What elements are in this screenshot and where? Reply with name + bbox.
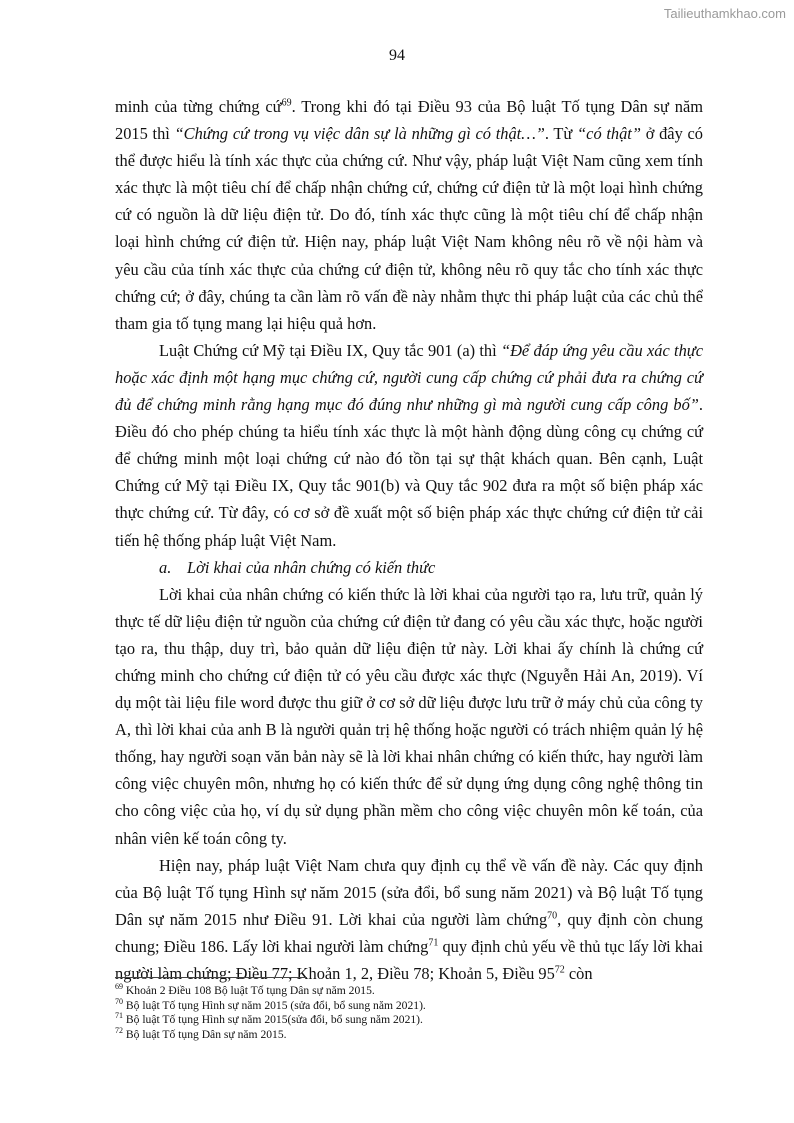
- heading-letter: a.: [159, 557, 172, 577]
- text-run: . Trong khi đó tại Điều 93 của Bộ luật Tố tụng Dân sự năm 2015 thì: [115, 97, 703, 144]
- text-run: ở đây có thể được hiểu là tính xác thực của chứng cứ. Như vậy, pháp luật Việt Nam cũng xem tính xác thực là một tiêu chí để chấp nhận chứng cứ, chứng cứ điện tử là một loại hình chứng cứ có nguồn là dữ liệu điện tử. Do đó, tính xác thực cũng là một tiêu chí để chấp nhận loại hình chứng cứ điện tử. Hiện nay, pháp luật Việt Nam không nêu rõ về nội hàm và yêu cầu của tính xác thực của chứng cứ điện tử, không nêu rõ quy tắc cho tính xác thực chứng cứ; ở đây, chúng ta cần làm rõ vấn đề này nhằm thực thi pháp luật của các chủ thể tham gia tố tụng mang lại hiệu quả hơn.: [115, 124, 703, 333]
- text-run: . Từ: [544, 124, 578, 144]
- footnote-number: 70: [115, 996, 123, 1006]
- footnote-text: Bộ luật Tố tụng Hình sự năm 2015(sửa đổi, bổ sung năm 2021).: [123, 1013, 423, 1027]
- footnote-71: [115, 1013, 703, 1028]
- section-heading-a: [115, 554, 703, 581]
- footnote-number: 71: [115, 1011, 123, 1021]
- page-number: 94: [389, 47, 405, 64]
- paragraph-2: [115, 337, 703, 554]
- quote-civil-procedure: “Chứng cứ trong vụ việc dân sự là những gì có thật…”: [174, 124, 545, 144]
- text-run: minh của từng chứng cứ: [115, 97, 282, 116]
- document-body: [115, 93, 703, 987]
- footnote-number: 69: [115, 982, 123, 992]
- footnote-ref-70[interactable]: 70: [547, 910, 558, 922]
- text-run: còn: [564, 964, 593, 983]
- text-run: Luật Chứng cứ Mỹ tại Điều IX, Quy tắc 901 (a) thì: [159, 340, 501, 360]
- footnote-ref-71[interactable]: 71: [428, 937, 439, 949]
- footnote-text: Bộ luật Tố tụng Hình sự năm 2015 (sửa đổi, bổ sung năm 2021).: [123, 998, 426, 1012]
- paragraph-1: [115, 93, 703, 337]
- paragraph-3: Lời khai của nhân chứng có kiến thức là lời khai của người tạo ra, lưu trữ, quản lý thực tế dữ liệu điện tử nguồn của chứng cứ điện tử đang có yêu cầu xác thực, hoặc người tạo ra, thu thập, duy trì, bảo quản dữ liệu điện tử này. Lời khai ấy chính là chứng cứ chứng minh cho chứng cứ điện tử có yêu cầu được xác thực (Nguyễn Hải An, 2019). Ví dụ một tài liệu file word được thu giữ ở cơ sở dữ liệu được lưu trữ ở máy chủ của công ty A, thì lời khai của anh B là người quản trị hệ thống hoặc người có trách nhiệm quản lý hệ thống, hay người soạn văn bản này sẽ là lời khai nhân chứng có kiến thức, hay người làm công việc chuyên môn, nhưng họ có kiến thức để sử dụng ứng dụng công nghệ thông tin cho công việc của họ, ví dụ sử dụng phần mềm cho công việc chuyên môn kế toán, của nhân viên kế toán công ty.: [115, 584, 703, 848]
- quote-co-that: “có thật”: [577, 124, 641, 144]
- footnotes: [115, 984, 703, 1042]
- text-run: quy định chủ yếu về thủ tục lấy lời khai người làm chứng; Điều 77; Khoản 1, 2, Điều 78; Khoản 5, Điều 95: [115, 936, 703, 983]
- footnote-69: [115, 984, 703, 999]
- heading-text: Lời khai của nhân chứng có kiến thức: [187, 557, 436, 577]
- footnote-70: [115, 996, 703, 1014]
- footnote-ref-72[interactable]: 72: [554, 964, 565, 976]
- footnote-ref-69[interactable]: 69: [281, 97, 292, 109]
- text-run: , quy định còn chung chung; Điều 186. Lấy lời khai người làm chứng: [115, 909, 703, 956]
- footnote-divider: [115, 977, 307, 978]
- footnote-number: 72: [115, 1025, 123, 1035]
- watermark-text: Tailieuthamkhao.com: [663, 6, 786, 21]
- text-run: . Điều đó cho phép chúng ta hiểu tính xác thực là một hành động dùng công cụ chứng cứ để chứng minh một loại chứng cứ nào đó tồn tại sự thật khách quan. Bên cạnh, Luật Chứng cứ Mỹ tại Điều IX, Quy tắc 901(b) và Quy tắc 902 đưa ra một số biện pháp xác thực chứng cứ. Từ đây, có cơ sở đề xuất một số biện pháp xác thực chứng cứ điện tử cải tiến hệ thống pháp luật Việt Nam.: [115, 395, 703, 550]
- footnote-72: [115, 1025, 703, 1043]
- text-run: Hiện nay, pháp luật Việt Nam chưa quy định cụ thể về vấn đề này. Các quy định của Bộ luật Tố tụng Hình sự năm 2015 (sửa đổi, bổ sung năm 2021) và Bộ luật Tố tụng Dân sự năm 2015 như Điều 91. Lời khai của người làm chứng: [115, 855, 703, 929]
- footnote-text: Khoản 2 Điều 108 Bộ luật Tố tụng Dân sự năm 2015.: [123, 984, 375, 997]
- paragraph-4: [115, 852, 703, 987]
- footnote-text: Bộ luật Tố tụng Dân sự năm 2015.: [123, 1027, 287, 1041]
- quote-rule-901a: “Để đáp ứng yêu cầu xác thực hoặc xác định một hạng mục chứng cứ, người cung cấp chứng cứ phải đưa ra chứng cứ đủ để chứng minh rằng hạng mục đó đúng như những gì mà người cung cấp công bố”: [115, 340, 703, 415]
